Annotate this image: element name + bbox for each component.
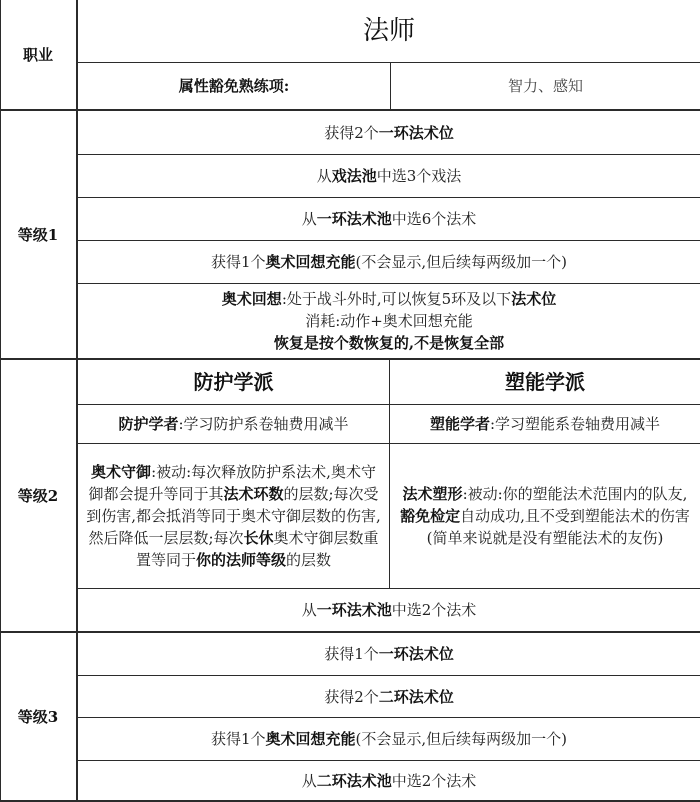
column-label-text: 职业 — [22, 45, 53, 64]
level-1-row — [78, 111, 700, 154]
abjuration-title-text: 防护学派 — [193, 370, 274, 394]
row-text-part: 获得2个 — [324, 123, 379, 142]
row-bold-part: 一环法术位 — [378, 123, 454, 142]
row-text-part: 从 — [316, 167, 332, 185]
row-bold-part: 你的法师等级 — [195, 551, 286, 569]
arcane-recovery-line-1 — [222, 288, 556, 310]
row-text-part: 从 — [301, 601, 317, 619]
arcane-ward-cell — [78, 444, 389, 588]
saving-throw-label-text: 属性豁免熟练项: — [178, 77, 290, 95]
row-text — [317, 165, 462, 187]
level-3-label — [0, 633, 76, 800]
row-text-part: :学习塑能系卷轴费用减半 — [489, 415, 661, 433]
level-1-label-text: 等级1 — [17, 225, 59, 244]
row-bold-part: 二环法术位 — [378, 687, 454, 706]
level-3-row — [78, 633, 700, 675]
class-title-text: 法师 — [362, 16, 415, 46]
arcane-ward-text — [78, 461, 389, 571]
row-bold-part: 一环法术池 — [316, 601, 392, 619]
row-bold-part: 奥术回想充能 — [265, 730, 356, 748]
row-text-part: :处于战斗外时,可以恢复5环及以下 — [281, 290, 512, 308]
row-text — [302, 599, 477, 621]
row-bold-part: 法术环数 — [223, 485, 284, 503]
sculpt-spells-main — [398, 483, 692, 527]
arcane-recovery-text — [214, 286, 564, 356]
row-bold-part: 奥术回想 — [221, 290, 282, 308]
level-1-row — [78, 155, 700, 197]
row-bold-part: 豁免检定 — [400, 507, 461, 525]
row-text-part: 获得1个 — [324, 645, 379, 663]
arcane-recovery-cell — [78, 284, 700, 358]
row-bold-part: 一环法术池 — [316, 210, 392, 228]
saving-throw-label — [78, 63, 390, 109]
level-1-row — [78, 241, 700, 283]
level-3-row — [78, 761, 700, 800]
row-text-part: :学习防护系卷轴费用减半 — [178, 415, 349, 433]
evocation-savant — [390, 405, 700, 443]
row-text-part: 从 — [301, 771, 317, 790]
row-text — [324, 643, 454, 665]
row-text-part: (不会显示,但后续每两级加一个) — [355, 253, 568, 271]
row-bold-part: 戏法池 — [331, 167, 377, 185]
row-text-part: :被动:每次释放防护系法术,奥术守御都会提升等同于其 — [88, 463, 376, 503]
row-text-part: 获得1个 — [210, 253, 266, 271]
row-text — [430, 413, 660, 435]
row-text-part: 获得1个 — [210, 730, 266, 748]
row-bold-part: 一环法术位 — [378, 645, 454, 663]
level-1-row — [78, 198, 700, 240]
level-2-row — [78, 589, 700, 631]
row-text-part: 获得2个 — [324, 687, 379, 706]
row-text-part: (不会显示,但后续每两级加一个) — [355, 730, 568, 748]
row-text — [211, 728, 567, 750]
saving-throw-value-text: 智力、感知 — [507, 77, 583, 95]
row-text-part: 中选3个戏法 — [376, 167, 462, 185]
class-title — [78, 0, 700, 62]
level-3-row — [78, 718, 700, 760]
level-3-label-text: 等级3 — [17, 707, 59, 726]
abjuration-savant — [78, 405, 389, 443]
sculpt-spells-cell — [390, 444, 700, 588]
row-bold-part: 奥术回想充能 — [265, 253, 356, 271]
row-bold-part: 二环法术池 — [316, 771, 392, 790]
row-bold-part: 恢复是按个数恢复的,不是恢复全部 — [273, 334, 505, 352]
level-2-label — [0, 360, 76, 631]
row-text — [211, 251, 567, 273]
sculpt-spells-note: (简单来说就是没有塑能法术的友伤) — [426, 529, 664, 547]
row-bold-part: 法术位 — [511, 290, 557, 308]
abjuration-title — [78, 360, 389, 404]
row-bold-part: 长休 — [243, 529, 274, 547]
row-text-part: 中选2个法术 — [391, 771, 477, 790]
row-text-part: 的层数;每次受到伤害,都会抵消等同于奥术守御层数的伤害,然后降低一层层数;每次 — [86, 485, 381, 547]
row-text-part: 中选6个法术 — [391, 210, 477, 228]
row-text-part: 中选2个法术 — [391, 601, 477, 619]
row-text-part: 从 — [301, 210, 317, 228]
row-text — [324, 122, 454, 144]
row-text-part: 的层数 — [286, 551, 332, 569]
row-bold-part: 防护学者 — [118, 415, 179, 433]
row-text — [302, 208, 477, 230]
level-2-label-text: 等级2 — [17, 486, 59, 505]
row-bold-part: 塑能学者 — [429, 415, 490, 433]
column-label — [0, 0, 76, 109]
row-text — [324, 686, 454, 708]
arcane-recovery-line-2: 消耗:动作+奥术回想充能 — [305, 312, 473, 330]
row-text — [302, 770, 477, 792]
row-text-part: 自动成功,且不受到塑能法术的伤害 — [460, 507, 690, 525]
row-bold-part: 奥术守御 — [91, 463, 152, 481]
row-bold-part: 法术塑形 — [402, 485, 463, 503]
sculpt-spells-text — [390, 483, 700, 549]
saving-throw-value — [391, 63, 700, 109]
level-1-label — [0, 111, 76, 358]
arcane-recovery-line-3 — [222, 332, 556, 354]
evocation-title-text: 塑能学派 — [505, 370, 585, 394]
evocation-title — [390, 360, 700, 404]
level-3-row — [78, 676, 700, 717]
row-text-part: :被动:你的塑能法术范围内的队友, — [462, 485, 688, 503]
row-text-part: 奥术守御层数重置等同于 — [135, 529, 379, 569]
row-text — [118, 413, 348, 435]
